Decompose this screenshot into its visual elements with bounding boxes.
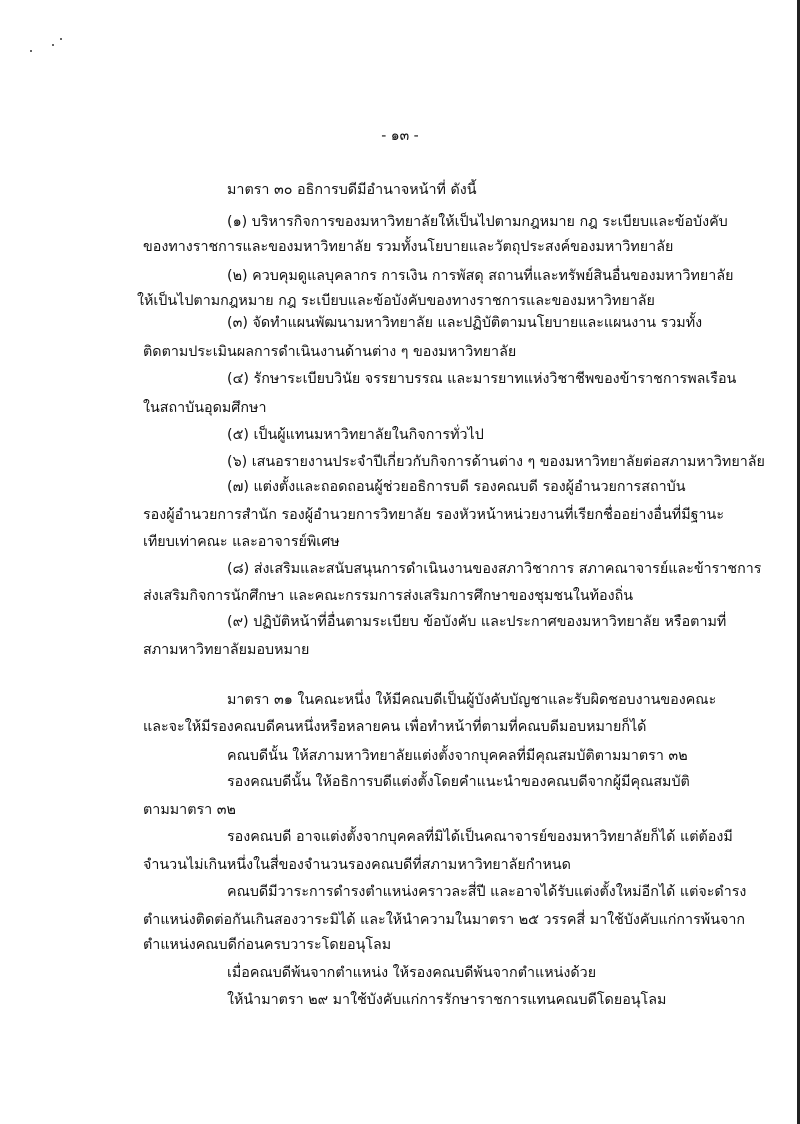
scan-speck [52, 44, 54, 46]
text-line: ส่งเสริมกิจการนักศึกษา และคณะกรรมการส่งเสริมการศึกษาของชุมชนในท้องถิ่น [143, 588, 634, 604]
text-line: รองคณบดีนั้น ให้อธิการบดีแต่งตั้งโดยคำแนะนำของคณบดีจากผู้มีคุณสมบัติ [227, 774, 690, 790]
scan-speck [30, 50, 32, 52]
text-line: (๘) ส่งเสริมและสนับสนุนการดำเนินงานของสภาวิชาการ สภาคณาจารย์และข้าราชการ [227, 561, 762, 577]
text-line: ของทางราชการและของมหาวิทยาลัย รวมทั้งนโยบายและวัตถุประสงค์ของมหาวิทยาลัย [143, 239, 674, 255]
text-line: (๕) เป็นผู้แทนมหาวิทยาลัยในกิจการทั่วไป [227, 427, 484, 443]
text-line: (๑) บริหารกิจการของมหาวิทยาลัยให้เป็นไปตามกฎหมาย กฎ ระเบียบและข้อบังคับ [227, 214, 728, 230]
text-line: ตามมาตรา ๓๒ [143, 802, 236, 818]
scan-speck [60, 38, 62, 40]
text-line: ตำแหน่งติดต่อกันเกินสองวาระมิได้ และให้นำความในมาตรา ๒๕ วรรคสี่ มาใช้บังคับแก่การพ้นจาก [143, 912, 746, 928]
text-line: ให้นำมาตรา ๒๙ มาใช้บังคับแก่การรักษาราชการแทนคณบดีโดยอนุโลม [227, 992, 667, 1008]
text-line: (๖) เสนอรายงานประจำปีเกี่ยวกับกิจการด้านต่าง ๆ ของมหาวิทยาลัยต่อสภามหาวิทยาลัย [227, 454, 765, 470]
page-number: - ๑๓ - [381, 128, 419, 144]
text-line: รองคณบดี อาจแต่งตั้งจากบุคคลที่มิได้เป็นคณาจารย์ของมหาวิทยาลัยก็ได้ แต่ต้องมี [227, 829, 733, 845]
text-line: จำนวนไม่เกินหนึ่งในสี่ของจำนวนรองคณบดีที่สภามหาวิทยาลัยกำหนด [143, 857, 571, 873]
text-line: ติดตามประเมินผลการดำเนินงานด้านต่าง ๆ ของมหาวิทยาลัย [143, 344, 517, 360]
text-line: เมื่อคณบดีพ้นจากตำแหน่ง ให้รองคณบดีพ้นจากตำแหน่งด้วย [227, 965, 597, 981]
text-line: (๔) รักษาระเบียบวินัย จรรยาบรรณ และมารยาทแห่งวิชาชีพของข้าราชการพลเรือน [227, 371, 737, 387]
text-line: เทียบเท่าคณะ และอาจารย์พิเศษ [143, 534, 340, 550]
text-line: รองผู้อำนวยการสำนัก รองผู้อำนวยการวิทยาลัย รองหัวหน้าหน่วยงานที่เรียกชื่ออย่างอื่นที่มีฐานะ [143, 507, 724, 523]
text-line: คณบดีนั้น ให้สภามหาวิทยาลัยแต่งตั้งจากบุคคลที่มีคุณสมบัติตามมาตรา ๓๒ [227, 748, 688, 764]
text-line: (๙) ปฏิบัติหน้าที่อื่นตามระเบียบ ข้อบังคับ และประกาศของมหาวิทยาลัย หรือตามที่ [227, 614, 727, 630]
text-line: สภามหาวิทยาลัยมอบหมาย [143, 642, 310, 658]
text-line: (๒) ควบคุมดูแลบุคลากร การเงิน การพัสดุ สถานที่และทรัพย์สินอื่นของมหาวิทยาลัย [227, 268, 734, 284]
text-line: ให้เป็นไปตามกฎหมาย กฎ ระเบียบและข้อบังคับของทางราชการและของมหาวิทยาลัย [137, 293, 655, 309]
section-30-heading: มาตรา ๓๐ อธิการบดีมีอำนาจหน้าที่ ดังนี้ [227, 182, 477, 198]
text-line: ตำแหน่งคณบดีก่อนครบวาระโดยอนุโลม [143, 937, 392, 953]
text-line: และจะให้มีรองคณบดีคนหนึ่งหรือหลายคน เพื่อทำหน้าที่ตามที่คณบดีมอบหมายก็ได้ [143, 719, 647, 735]
text-line: คณบดีมีวาระการดำรงตำแหน่งคราวละสี่ปี และอาจได้รับแต่งตั้งใหม่อีกได้ แต่จะดำรง [227, 884, 747, 900]
text-line: ในสถาบันอุดมศึกษา [143, 400, 267, 416]
text-line: (๗) แต่งตั้งและถอดถอนผู้ช่วยอธิการบดี รองคณบดี รองผู้อำนวยการสถาบัน [227, 479, 686, 495]
section-31-heading: มาตรา ๓๑ ในคณะหนึ่ง ให้มีคณบดีเป็นผู้บังคับบัญชาและรับผิดชอบงานของคณะ [227, 692, 717, 708]
text-line: (๓) จัดทำแผนพัฒนามหาวิทยาลัย และปฏิบัติตามนโยบายและแผนงาน รวมทั้ง [227, 315, 703, 331]
